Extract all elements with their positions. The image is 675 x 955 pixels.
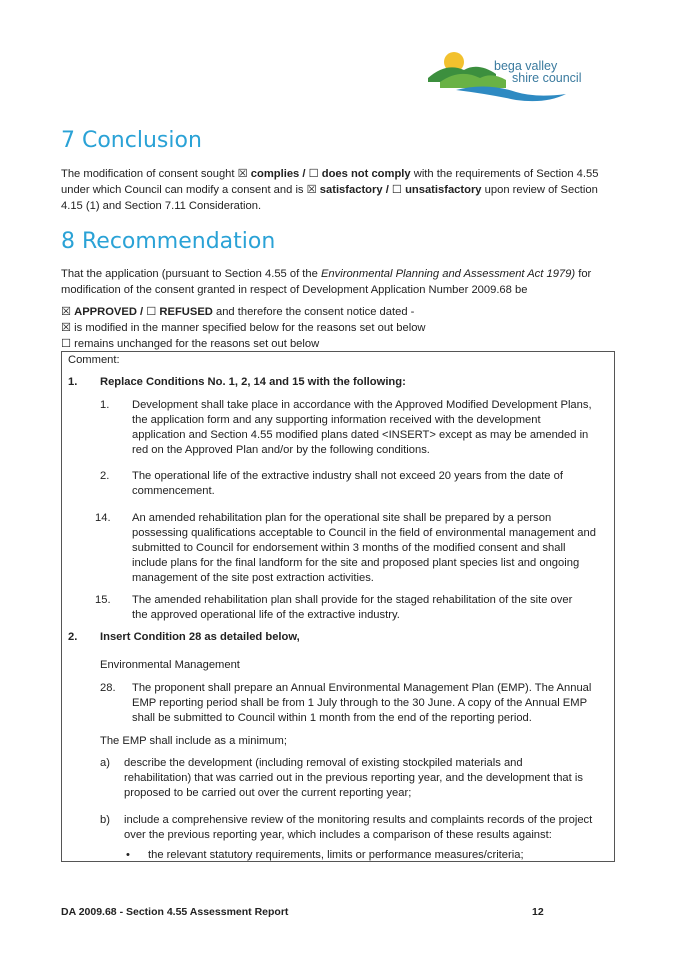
condition-28-number: 28.	[100, 682, 116, 694]
item2-title: Insert Condition 28 as detailed below,	[100, 631, 300, 643]
checkbox-not-comply: ☐	[308, 168, 319, 180]
checkbox-complies: ☒	[237, 168, 248, 180]
conclusion-paragraph: The modification of consent sought ☒ complies / ☐ does not comply with the requirements of Section 4.55 under which Council can modify a consent and is ☒ satisfactory / ☐ unsatisfactory upon review of Section 4.15 (1) and Section 7.11 Consideration.	[61, 168, 599, 212]
item-a-text: describe the development (including removal of existing stockpiled materials and rehabilitation) that was carried out in the previous reporting year, and the development that is proposed to be carried out over the current reporting year;	[124, 757, 583, 799]
page-number: 12	[532, 906, 544, 918]
item1-title: Replace Conditions No. 1, 2, 14 and 15 with the following:	[100, 376, 406, 388]
checkbox-unsatisfactory: ☐	[391, 184, 402, 196]
checkbox-approved: ☒	[61, 306, 72, 318]
condition-15-text: The amended rehabilitation plan shall provide for the staged rehabilitation of the site over the approved operational life of the extractive industry.	[132, 594, 573, 621]
checkbox-unchanged: ☐	[61, 338, 72, 350]
comment-box	[61, 351, 615, 862]
checkbox-satisfactory: ☒	[306, 184, 317, 196]
conclusion-heading: 7 Conclusion	[61, 128, 202, 153]
footer-title: DA 2009.68 - Section 4.55 Assessment Report	[61, 906, 289, 918]
item2-number: 2.	[68, 631, 78, 643]
item-b-text: include a comprehensive review of the monitoring results and complaints records of the project over the previous reporting year, which includes a comparison of these results against:	[124, 814, 593, 841]
recommendation-heading: 8 Recommendation	[61, 229, 276, 254]
condition-28-text: The proponent shall prepare an Annual Environmental Management Plan (EMP). The Annual EMP reporting period shall be from 1 July through to the 30 June. A copy of the Annual EMP shall be submitted to Council within 1 month from the end of the reporting period.	[132, 682, 592, 724]
item1-number: 1.	[68, 376, 78, 388]
environmental-management-heading: Environmental Management	[100, 659, 240, 671]
emp-minimum: The EMP shall include as a minimum;	[100, 735, 287, 747]
condition-1-number: 1.	[100, 399, 110, 411]
logo-wave	[456, 86, 566, 101]
item-b-label: b)	[100, 814, 110, 826]
comment-label: Comment:	[68, 354, 120, 366]
condition-2-text: The operational life of the extractive industry shall not exceed 20 years from the date of commencement.	[132, 470, 563, 497]
condition-2-number: 2.	[100, 470, 110, 482]
checkbox-refused: ☐	[146, 306, 157, 318]
condition-14-number: 14.	[95, 512, 111, 524]
bullet-icon: •	[126, 849, 130, 861]
condition-15-number: 15.	[95, 594, 111, 606]
logo-text-line2: shire council	[512, 71, 582, 85]
bullet-1-text: the relevant statutory requirements, limits or performance measures/criteria;	[148, 849, 524, 861]
condition-14-text: An amended rehabilitation plan for the operational site shall be prepared by a person possessing qualifications acceptable to Council in the field of environmental management and submitted to Council for endorsement within 3 months of the modified consent and shall include plans for the final landform for the site and proposed plant species list and ongoing management of the site post extraction activities.	[132, 512, 596, 584]
checkbox-modified: ☒	[61, 322, 72, 334]
recommendation-intro: That the application (pursuant to Section 4.55 of the Environmental Planning and Assessment Act 1979) for modification of the consent granted in respect of Development Application Number 2009.68 be	[61, 268, 592, 296]
condition-1-text: Development shall take place in accordance with the Approved Modified Development Plans, the application form and any supporting information received with the development application and Section 4.55 modified plans dated <INSERT> except as may be amended in red on the Approved Plan and/or by the following conditions.	[132, 399, 592, 456]
recommendation-options: ☒ APPROVED / ☐ REFUSED and therefore the consent notice dated - ☒ is modified in the manner specified below for the reasons set out below ☐ remains unchanged for the reasons set out below	[61, 306, 426, 350]
logo-text-line1: bega valley	[494, 59, 558, 73]
item-a-label: a)	[100, 757, 110, 769]
